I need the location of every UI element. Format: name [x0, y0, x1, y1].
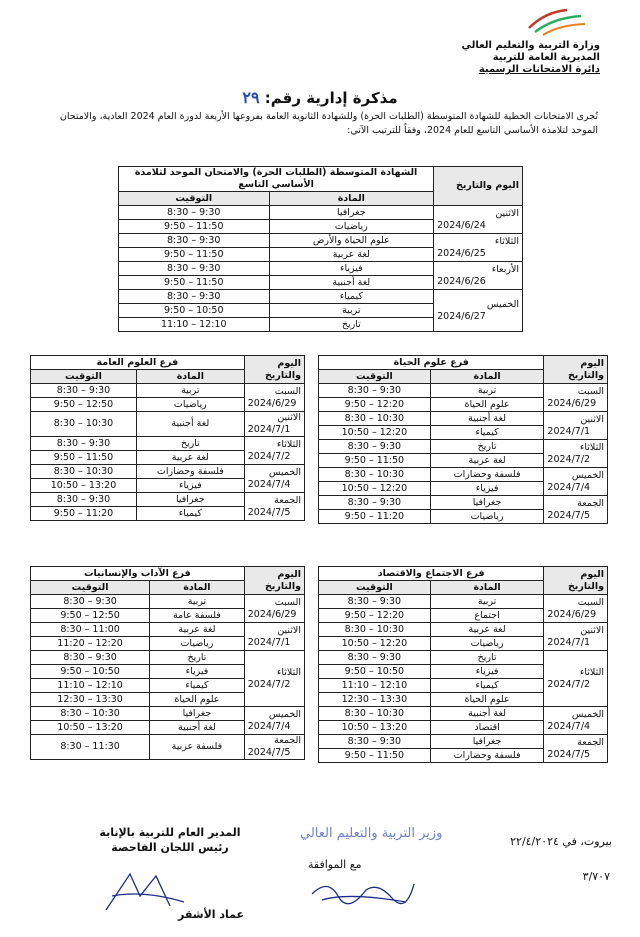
time-cell: 8:30 – 9:30: [119, 262, 270, 276]
time-cell: 8:30 – 11:00: [31, 623, 150, 637]
table-row: [119, 234, 523, 248]
subject-column-header: المادة: [430, 581, 544, 595]
table-row: [319, 468, 608, 482]
subject-cell: كيمياء: [430, 679, 544, 693]
table-row: [319, 595, 608, 609]
day-name: السبت: [577, 385, 604, 397]
day-date: 2024/6/29: [547, 608, 597, 620]
day-name: الثلاثاء: [276, 666, 301, 678]
subject-cell: فلسفة وحضارات: [430, 468, 544, 482]
table-row: [319, 623, 608, 637]
day-name: الخميس: [268, 466, 301, 478]
day-name: الخميس: [571, 708, 604, 720]
table-row: [319, 496, 608, 510]
time-cell: 10:50 – 12:20: [319, 482, 431, 496]
subject-cell: جغرافيا: [150, 707, 245, 721]
subject-cell: لغة أجنبية: [430, 412, 544, 426]
day-cell: [244, 623, 304, 651]
subject-cell: رياضيات: [150, 637, 245, 651]
day-date: 2024/7/4: [547, 720, 591, 732]
subject-column-header: المادة: [150, 581, 245, 595]
subject-cell: تربية: [269, 304, 434, 318]
table-header-row: [319, 356, 608, 370]
day-date: 2024/6/29: [247, 397, 297, 409]
time-cell: 8:30 – 10:30: [31, 707, 150, 721]
day-cell: [434, 262, 523, 290]
day-cell: [244, 412, 304, 437]
subject-cell: تاريخ: [136, 437, 244, 451]
subject-cell: تربية: [136, 384, 244, 398]
day-name: الجمعة: [577, 736, 604, 748]
day-cell: [544, 735, 608, 763]
day-column-header: اليوم والتاريخ: [434, 167, 523, 206]
subject-cell: كيمياء: [136, 507, 244, 521]
table-row: [31, 384, 305, 398]
subject-cell: علوم الحياة: [150, 693, 245, 707]
day-name: الأربعاء: [491, 263, 519, 275]
time-cell: 9:50 – 12:20: [319, 398, 431, 412]
time-cell: 8:30 – 10:30: [319, 707, 431, 721]
minister-stamp: وزير التربية والتعليم العالي: [300, 826, 443, 841]
time-cell: 9:50 – 10:50: [119, 304, 270, 318]
day-name: الاثنين: [580, 413, 604, 425]
subject-cell: جغرافيا: [430, 735, 544, 749]
time-column-header: التوقيت: [31, 370, 137, 384]
table-row: [319, 412, 608, 426]
time-cell: 8:30 – 10:30: [319, 412, 431, 426]
day-date: 2024/7/1: [547, 425, 591, 437]
subject-cell: تربية: [150, 595, 245, 609]
time-cell: 9:50 – 11:50: [31, 451, 137, 465]
day-name: الجمعة: [274, 494, 301, 506]
day-column-header: اليوم والتاريخ: [544, 567, 608, 595]
subject-cell: تاريخ: [150, 651, 245, 665]
time-cell: 12:30 – 13:30: [31, 693, 150, 707]
time-cell: 8:30 – 9:30: [119, 290, 270, 304]
day-cell: [244, 465, 304, 493]
subject-cell: رياضيات: [430, 637, 544, 651]
time-cell: 9:50 – 12:50: [31, 398, 137, 412]
time-cell: 11:20 – 12:20: [31, 637, 150, 651]
day-date: 2024/7/5: [547, 509, 591, 521]
table-row: [319, 651, 608, 665]
subject-cell: رياضيات: [430, 510, 544, 524]
subject-cell: لغة أجنبية: [430, 707, 544, 721]
table-row: [31, 623, 305, 637]
memo-title: [0, 88, 640, 107]
time-cell: 8:30 – 9:30: [31, 437, 137, 451]
day-date: 2024/6/29: [247, 608, 297, 620]
table-row: [319, 384, 608, 398]
time-cell: 8:30 – 9:30: [119, 234, 270, 248]
subject-cell: فيزياء: [269, 262, 434, 276]
time-cell: 9:50 – 10:50: [31, 665, 150, 679]
table-row: [119, 262, 523, 276]
subject-cell: علوم الحياة والأرض: [269, 234, 434, 248]
day-date: 2024/7/5: [247, 506, 291, 518]
director-signature: [100, 866, 190, 916]
subject-cell: تربية: [430, 384, 544, 398]
table-title: فرع الآداب والإنسانيات: [31, 567, 245, 581]
table-row: [31, 437, 305, 451]
time-cell: 8:30 – 9:30: [319, 595, 431, 609]
time-cell: 8:30 – 9:30: [319, 496, 431, 510]
day-date: 2024/7/2: [247, 450, 291, 462]
day-name: الثلاثاء: [494, 235, 519, 247]
subject-cell: علوم الحياة: [430, 693, 544, 707]
day-name: الخميس: [268, 708, 301, 720]
day-cell: [544, 384, 608, 412]
subject-cell: فلسفة عامة: [150, 609, 245, 623]
day-date: 2024/7/4: [247, 478, 291, 490]
subject-cell: تاريخ: [269, 318, 434, 332]
day-date: 2024/7/5: [247, 747, 291, 758]
intro-text: تُجرى الامتحانات الخطية للشهادة المتوسطة (الطلبات الحرة) وللشهادة الثانوية العامة بفروعها الأربعة لدورة العام 2024 العادية، والامتحان الموحد لتلامذة الأساسي التاسع للعام 2024، وفقاً للترتيب الآتي:: [59, 111, 598, 136]
life-sciences-schedule-table: [318, 355, 608, 524]
time-cell: 9:50 – 10:50: [319, 665, 431, 679]
time-cell: 8:30 – 9:30: [319, 440, 431, 454]
literature-humanities-schedule-table: [30, 566, 305, 760]
day-cell: [244, 493, 304, 521]
time-column-header: التوقيت: [319, 581, 431, 595]
time-cell: 8:30 – 9:30: [31, 595, 150, 609]
table-row: [319, 440, 608, 454]
time-cell: 10:50 – 12:20: [319, 426, 431, 440]
time-cell: 10:50 – 13:20: [31, 721, 150, 735]
day-name: الثلاثاء: [579, 441, 604, 453]
day-date: 2024/7/1: [247, 424, 291, 435]
table-header-row: [119, 167, 523, 192]
time-cell: 8:30 – 10:30: [31, 465, 137, 479]
subject-cell: فلسفة عربية: [150, 735, 245, 760]
time-cell: 8:30 – 9:30: [119, 206, 270, 220]
subject-column-header: المادة: [269, 192, 434, 206]
time-cell: 10:50 – 12:20: [319, 637, 431, 651]
time-cell: 9:50 – 11:50: [119, 248, 270, 262]
day-column-header: اليوم والتاريخ: [244, 356, 304, 384]
day-date: 2024/6/24: [437, 219, 486, 231]
day-name: الثلاثاء: [276, 438, 301, 450]
table-row: [119, 206, 523, 220]
table-row: [31, 735, 305, 760]
table-row: [31, 595, 305, 609]
day-date: 2024/7/2: [547, 678, 591, 690]
table-row: [31, 465, 305, 479]
time-cell: 10:50 – 13:20: [319, 721, 431, 735]
day-date: 2024/7/5: [547, 748, 591, 760]
general-sciences-schedule-table: [30, 355, 305, 521]
time-cell: 9:50 – 11:50: [319, 749, 431, 763]
place-date: بيروت، في ٢٢/٤/٢٠٢٤: [510, 835, 612, 848]
ministry-logo: [525, 6, 587, 36]
subject-cell: لغة أجنبية: [136, 412, 244, 437]
time-cell: 8:30 – 10:30: [319, 468, 431, 482]
time-column-header: التوقيت: [319, 370, 431, 384]
memo-label: مذكرة إدارية رقم:: [264, 89, 398, 107]
subject-cell: لغة أجنبية: [150, 721, 245, 735]
day-date: 2024/6/27: [437, 310, 486, 322]
time-cell: 8:30 – 9:30: [319, 651, 431, 665]
day-cell: [434, 234, 523, 262]
day-date: 2024/6/29: [547, 397, 597, 409]
day-name: الاثنين: [277, 412, 301, 423]
time-cell: 9:50 – 12:50: [31, 609, 150, 623]
subject-cell: تربية: [430, 595, 544, 609]
table-row: [119, 290, 523, 304]
table-row: [31, 651, 305, 665]
signer-title: رئيس اللجان الفاحصة: [111, 841, 229, 854]
day-name: السبت: [274, 385, 301, 397]
time-cell: 9:50 – 11:50: [319, 454, 431, 468]
day-cell: [544, 496, 608, 524]
time-cell: 9:50 – 11:20: [319, 510, 431, 524]
subject-cell: فيزياء: [136, 479, 244, 493]
subject-cell: فيزياء: [430, 665, 544, 679]
subject-cell: لغة عربية: [150, 623, 245, 637]
day-cell: [434, 206, 523, 234]
day-cell: [544, 468, 608, 496]
subject-cell: كيمياء: [150, 679, 245, 693]
day-name: الخميس: [571, 469, 604, 481]
day-date: 2024/7/4: [547, 481, 591, 493]
ministry-line: المديرية العامة للتربية: [492, 52, 600, 63]
day-date: 2024/7/4: [247, 720, 291, 732]
day-date: 2024/6/25: [437, 247, 486, 259]
day-name: الاثنين: [580, 624, 604, 636]
subject-cell: لغة عربية: [136, 451, 244, 465]
day-name: الخميس: [486, 298, 519, 310]
day-column-header: اليوم والتاريخ: [544, 356, 608, 384]
day-name: الجمعة: [274, 735, 301, 746]
subject-cell: اقتصاد: [430, 721, 544, 735]
subject-cell: كيمياء: [269, 290, 434, 304]
table-title: فرع الاجتماع والاقتصاد: [319, 567, 544, 581]
time-cell: 9:50 – 11:20: [31, 507, 137, 521]
subject-cell: فلسفة وحضارات: [430, 749, 544, 763]
day-cell: [244, 707, 304, 735]
table-row: [319, 735, 608, 749]
subject-cell: لغة عربية: [269, 248, 434, 262]
subject-cell: رياضيات: [136, 398, 244, 412]
table-title: الشهادة المتوسطة (الطلبات الحرة) والامتحان الموحد لتلامذة الأساسي التاسع: [119, 167, 434, 192]
day-cell: [244, 735, 304, 760]
subject-cell: جغرافيا: [430, 496, 544, 510]
ministry-header: [400, 40, 600, 76]
day-cell: [544, 595, 608, 623]
subject-cell: فيزياء: [150, 665, 245, 679]
subject-cell: جغرافيا: [269, 206, 434, 220]
signer-block: [90, 825, 250, 855]
day-cell: [434, 290, 523, 332]
day-date: 2024/7/2: [547, 453, 591, 465]
subject-cell: فلسفة وحضارات: [136, 465, 244, 479]
table-header-row: [31, 356, 305, 370]
subject-cell: لغة عربية: [430, 454, 544, 468]
time-cell: 9:50 – 11:50: [119, 276, 270, 290]
time-cell: 8:30 – 9:30: [319, 735, 431, 749]
approval-note: مع الموافقة: [308, 858, 362, 871]
time-column-header: التوقيت: [31, 581, 150, 595]
time-cell: 8:30 – 9:30: [31, 384, 137, 398]
day-cell: [244, 437, 304, 465]
table-title: فرع العلوم العامة: [31, 356, 245, 370]
table-row: [31, 493, 305, 507]
time-cell: 9:50 – 12:20: [319, 609, 431, 623]
time-cell: 11:10 – 12:10: [31, 679, 150, 693]
day-cell: [244, 595, 304, 623]
minister-signature: [308, 872, 418, 908]
subject-cell: اجتماع: [430, 609, 544, 623]
day-date: 2024/6/26: [437, 275, 486, 287]
time-column-header: التوقيت: [119, 192, 270, 206]
table-header-row: [31, 567, 305, 581]
day-name: الاثنين: [495, 207, 519, 219]
subject-cell: كيمياء: [430, 426, 544, 440]
day-column-header: اليوم والتاريخ: [244, 567, 304, 595]
day-name: السبت: [577, 596, 604, 608]
time-cell: 11:10 – 12:10: [319, 679, 431, 693]
subject-column-header: المادة: [430, 370, 544, 384]
signer-title: المدير العام للتربية بالإنابة: [99, 826, 241, 839]
table-row: [31, 707, 305, 721]
time-cell: 12:30 – 13:30: [319, 693, 431, 707]
ministry-line: دائرة الامتحانات الرسمية: [478, 64, 600, 75]
day-name: الثلاثاء: [579, 666, 604, 678]
subject-cell: تاريخ: [430, 440, 544, 454]
time-cell: 8:30 – 10:30: [31, 412, 137, 437]
day-date: 2024/7/2: [247, 678, 291, 690]
time-cell: 8:30 – 9:30: [31, 493, 137, 507]
time-cell: 8:30 – 9:30: [31, 651, 150, 665]
day-cell: [544, 440, 608, 468]
day-name: السبت: [274, 596, 301, 608]
subject-cell: لغة أجنبية: [269, 276, 434, 290]
day-cell: [244, 384, 304, 412]
time-cell: 10:50 – 13:20: [31, 479, 137, 493]
day-name: الاثنين: [277, 624, 301, 636]
time-cell: 9:50 – 11:50: [119, 220, 270, 234]
subject-cell: جغرافيا: [136, 493, 244, 507]
subject-cell: تاريخ: [430, 651, 544, 665]
day-name: الجمعة: [577, 497, 604, 509]
day-cell: [544, 651, 608, 707]
day-date: 2024/7/1: [547, 636, 591, 648]
memo-number: ٢٩: [242, 88, 260, 107]
subject-column-header: المادة: [136, 370, 244, 384]
subject-cell: لغة عربية: [430, 623, 544, 637]
reference-number: ٣/٧٠٧: [582, 870, 610, 883]
subject-cell: علوم الحياة: [430, 398, 544, 412]
day-date: 2024/7/1: [247, 636, 291, 648]
table-title: فرع علوم الحياة: [319, 356, 544, 370]
day-cell: [544, 412, 608, 440]
day-cell: [544, 623, 608, 651]
time-cell: 8:30 – 9:30: [319, 384, 431, 398]
table-header-row: [319, 567, 608, 581]
subject-cell: فيزياء: [430, 482, 544, 496]
sociology-economics-schedule-table: [318, 566, 608, 763]
time-cell: 11:10 – 12:10: [119, 318, 270, 332]
time-cell: 8:30 – 11:30: [31, 735, 150, 760]
table-row: [31, 412, 305, 437]
day-cell: [244, 651, 304, 707]
time-cell: 8:30 – 10:30: [319, 623, 431, 637]
ministry-line: وزارة التربية والتعليم العالي: [461, 40, 600, 51]
brevet-schedule-table: [118, 166, 523, 332]
day-cell: [544, 707, 608, 735]
signer-name: عماد الأشقر: [178, 908, 245, 921]
table-row: [319, 707, 608, 721]
subject-cell: رياضيات: [269, 220, 434, 234]
